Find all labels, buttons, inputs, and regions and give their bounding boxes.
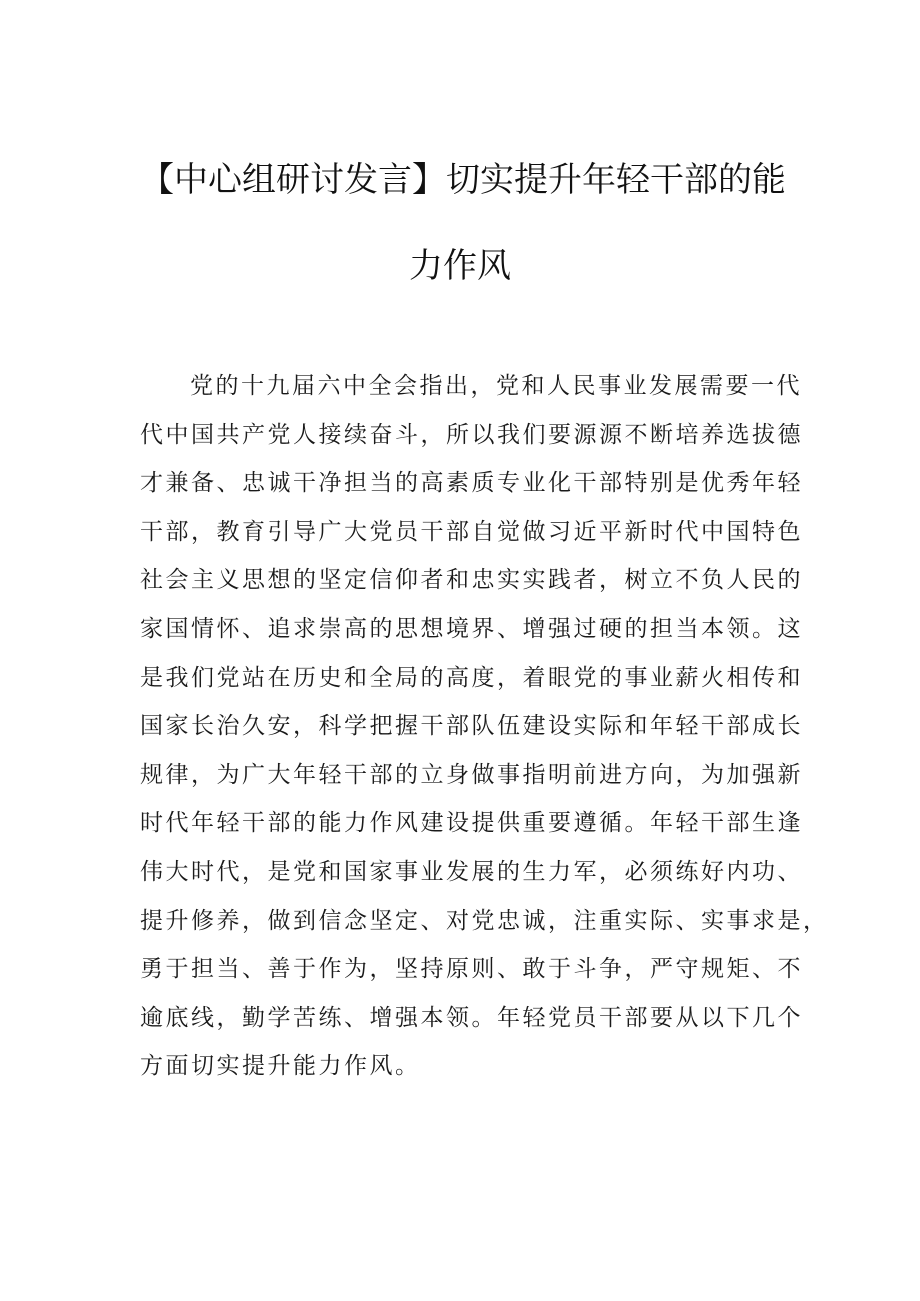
paragraph-line: 党的十九届六中全会指出，党和人民事业发展需要一代 [190,373,802,399]
paragraph-line: 提升修养，做到信念坚定、对党忠诚，注重实际、实事求是， [140,907,829,934]
paragraph-line: 逾底线，勤学苦练、增强本领。年轻党员干部要从以下几个 [140,1004,803,1031]
paragraph-line: 才兼备、忠诚干净担当的高素质专业化干部特别是优秀年轻 [140,470,803,497]
body-paragraph [140,362,829,1091]
paragraph-line: 国家长治久安，科学把握干部队伍建设实际和年轻干部成长 [140,713,803,740]
paragraph-line: 方面切实提升能力作风。 [140,1053,421,1080]
paragraph-line: 是我们党站在历史和全局的高度，着眼党的事业薪火相传和 [140,664,803,691]
document-title [140,150,786,322]
paragraph-line: 社会主义思想的坚定信仰者和忠实实践者，树立不负人民的 [140,567,803,594]
title-line-2: 力作风 [409,246,511,286]
paragraph-line: 伟大时代，是党和国家事业发展的生力军，必须练好内功、 [140,858,803,885]
title-line-1: 【中心组研讨发言】切实提升年轻干部的能 [140,160,786,200]
paragraph-line: 干部，教育引导广大党员干部自觉做习近平新时代中国特色 [140,518,803,545]
paragraph-line: 规律，为广大年轻干部的立身做事指明前进方向，为加强新 [140,761,803,788]
paragraph-line: 时代年轻干部的能力作风建设提供重要遵循。年轻干部生逢 [140,810,803,837]
paragraph-line: 家国情怀、追求崇高的思想境界、增强过硬的担当本领。这 [140,615,803,642]
paragraph-line: 代中国共产党人接续奋斗，所以我们要源源不断培养选拔德 [140,421,803,448]
paragraph-line: 勇于担当、善于作为，坚持原则、敢于斗争，严守规矩、不 [140,956,803,983]
